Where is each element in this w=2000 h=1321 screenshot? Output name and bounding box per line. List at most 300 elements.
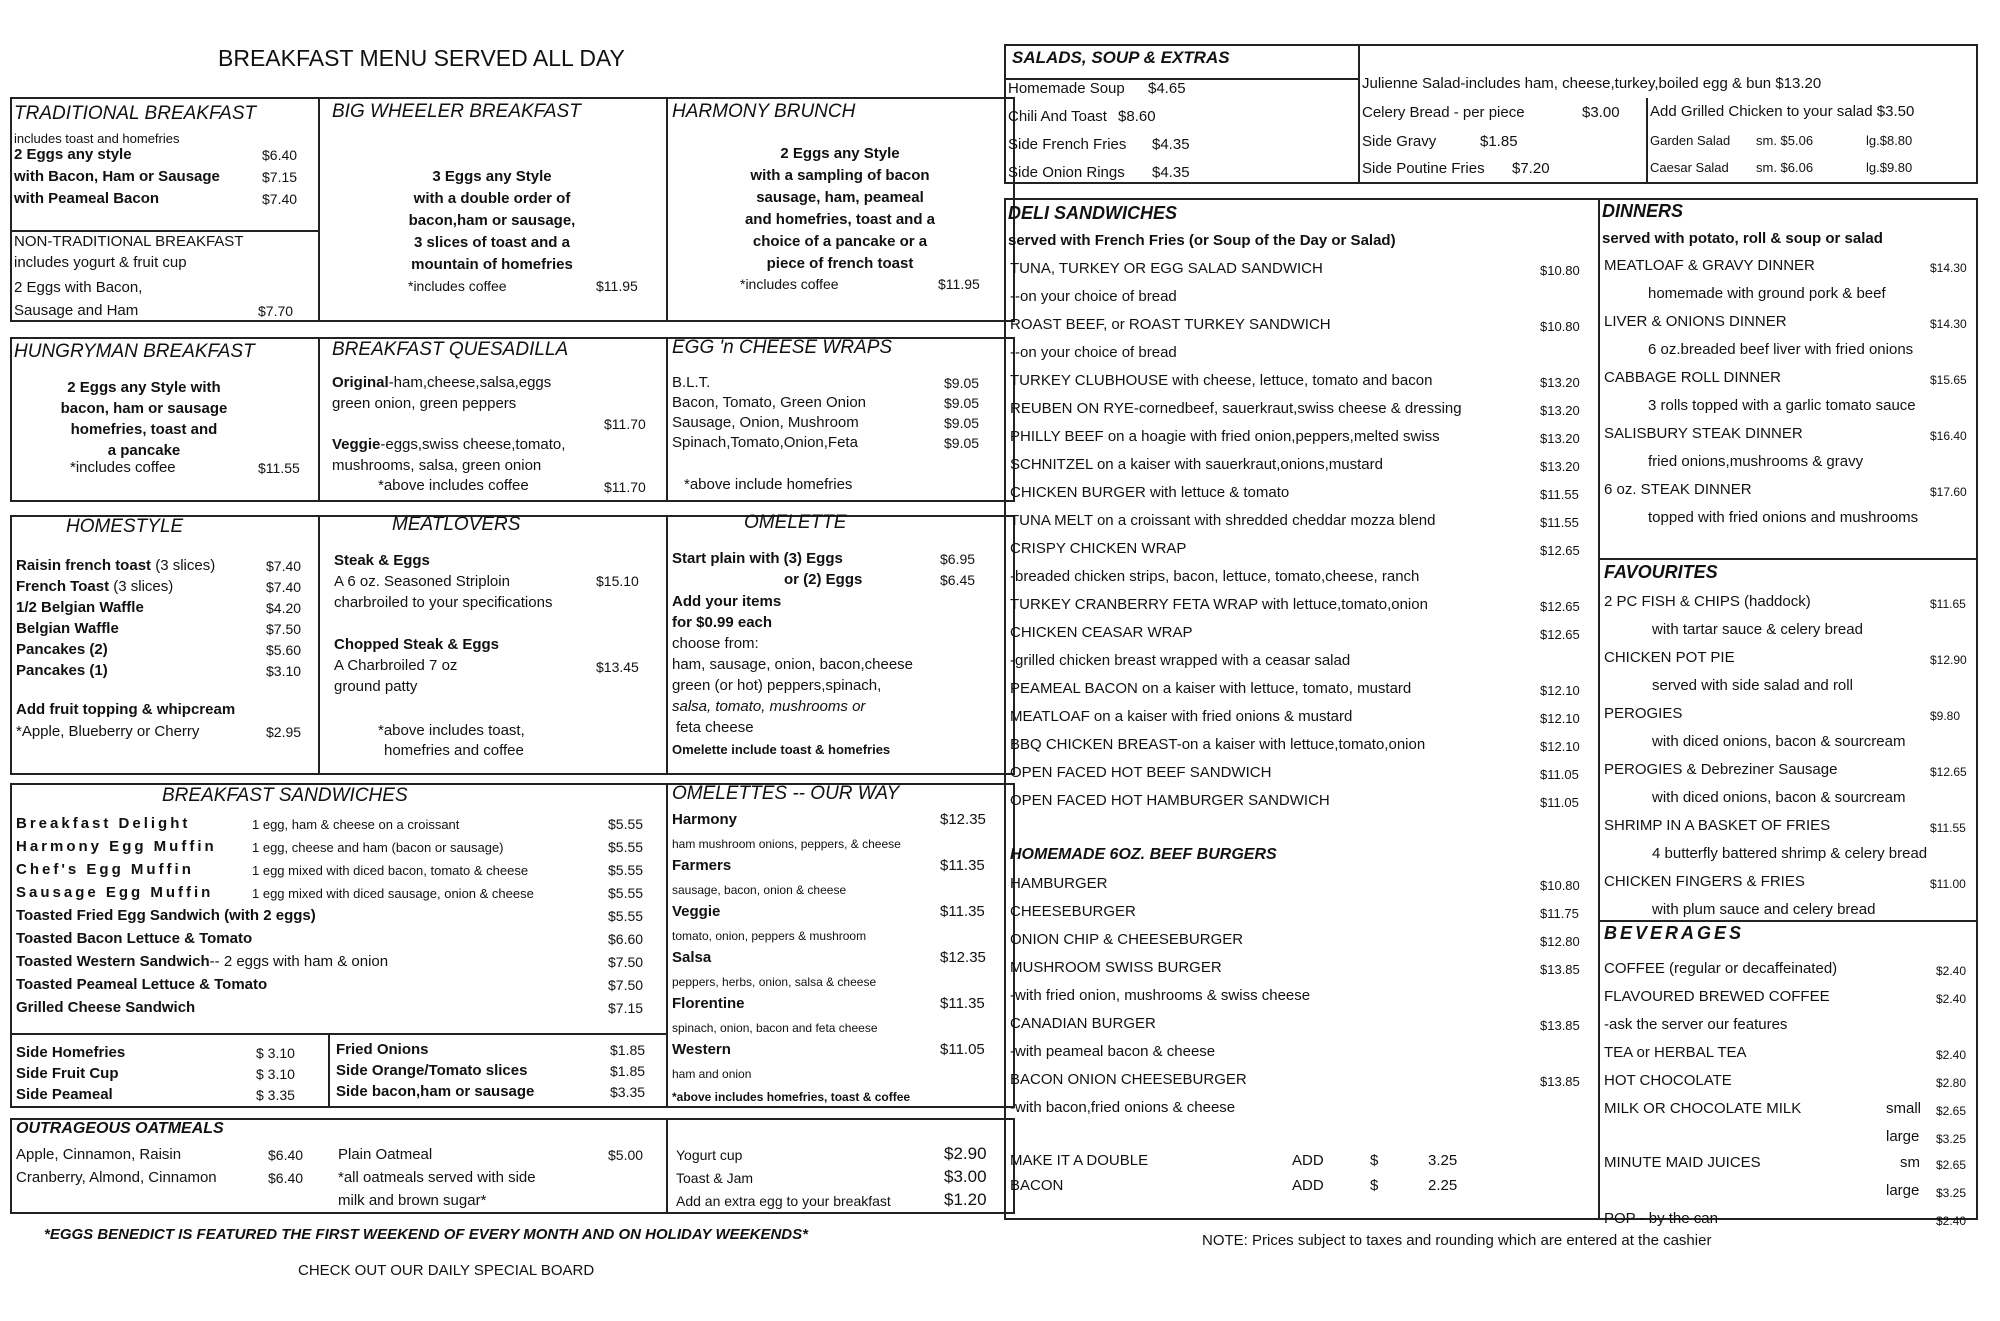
traditional-item: with Bacon, Ham or Sausage [14, 168, 220, 185]
side-item: Side bacon,ham or sausage [336, 1083, 535, 1100]
deli-item: TURKEY CRANBERRY FETA WRAP with lettuce,tomato,onion [1010, 596, 1428, 613]
oatmeals-title: OUTRAGEOUS OATMEALS [16, 1120, 224, 1137]
dinner-item: LIVER & ONIONS DINNER [1604, 313, 1787, 330]
beverage-item: TEA or HERBAL TEA [1604, 1044, 1747, 1061]
bigwheeler-price: $11.95 [596, 278, 638, 294]
burger-price: $13.85 [1540, 1074, 1580, 1089]
sandwich-item: Sausage Egg Muffin [16, 884, 214, 901]
deli-item: TUNA MELT on a croissant with shredded cheddar mozza blend [1010, 512, 1436, 529]
omelette-way-item: Veggie [672, 903, 721, 920]
beverage-price: $2.65 [1936, 1104, 1967, 1118]
sandwich-desc: 1 egg, ham & cheese on a croissant [252, 817, 460, 832]
quesadilla-price2: $11.70 [604, 479, 646, 495]
deli-price: $12.10 [1540, 711, 1580, 726]
favourite-item: 2 PC FISH & CHIPS (haddock) [1604, 593, 1811, 610]
omelette-way-item: Farmers [672, 857, 732, 874]
meatlovers-i2b: ground patty [334, 678, 418, 695]
meatlovers-note2: homefries and coffee [384, 742, 524, 759]
favourite-item: PEROGIES & Debreziner Sausage [1604, 761, 1838, 778]
side-gravy-price: $1.85 [1480, 133, 1518, 150]
omelette-p2: $6.45 [940, 572, 976, 588]
caesar-salad-sm: sm. $6.06 [1756, 160, 1814, 175]
omelette-way-desc: peppers, herbs, onion, salsa & cheese [672, 975, 877, 989]
julienne-salad: Julienne Salad-includes ham, cheese,turkey,boiled egg & bun $13.20 [1362, 75, 1822, 92]
burger-price: $10.80 [1540, 878, 1580, 893]
omelette-l9: feta cheese [676, 719, 754, 736]
wrap-item: Bacon, Tomato, Green Onion [672, 394, 867, 411]
omelette-way-desc: tomato, onion, peppers & mushroom [672, 929, 867, 943]
quesadilla-title: BREAKFAST QUESADILLA [332, 339, 569, 360]
sandwich-item: Toasted Western Sandwich-- 2 eggs with ham & onion [16, 953, 389, 970]
deli-item: --on your choice of bread [1010, 288, 1177, 305]
harmony-note: *includes coffee [740, 276, 839, 292]
omelette-p1: $6.95 [940, 551, 976, 567]
favourite-desc: with tartar sauce & celery bread [1652, 621, 1863, 638]
oatmeal-i2: Cranberry, Almond, Cinnamon [16, 1169, 217, 1186]
deli-price: $13.20 [1540, 459, 1580, 474]
dinner-desc: homemade with ground pork & beef [1648, 285, 1886, 302]
favourite-desc: 4 butterfly battered shrimp & celery bread [1652, 845, 1928, 862]
homestyle-title: HOMESTYLE [66, 516, 184, 537]
dinner-item: MEATLOAF & GRAVY DINNER [1604, 257, 1815, 274]
sandwich-desc: 1 egg mixed with diced sausage, onion & cheese [252, 886, 534, 901]
dinner-price: $14.30 [1930, 317, 1967, 331]
beverages-title: BEVERAGES [1604, 923, 1745, 943]
homestyle-item: Raisin french toast (3 slices) [16, 557, 216, 574]
salad-item: Chili And Toast [1008, 108, 1107, 125]
celery-bread-price: $3.00 [1582, 104, 1620, 121]
meatlovers-i1a: A 6 oz. Seasoned Striploin [334, 573, 510, 590]
hm-line: homefries, toast and [70, 421, 218, 438]
beverage-price: $3.25 [1936, 1132, 1967, 1146]
meatlovers-i2a: A Charbroiled 7 oz [334, 657, 458, 674]
favourite-item: CHICKEN FINGERS & FRIES [1604, 873, 1805, 890]
beverage-size: large [1886, 1128, 1920, 1145]
bacon-label: BACON [1010, 1177, 1064, 1194]
wraps-note: *above include homefries [684, 476, 853, 493]
sandwich-item: Toasted Fried Egg Sandwich (with 2 eggs) [16, 907, 316, 924]
deli-price: $11.05 [1540, 795, 1579, 810]
favourite-price: $12.90 [1930, 653, 1967, 667]
sandwich-price: $5.55 [608, 885, 644, 901]
omelette-way-price: $11.05 [940, 1041, 985, 1058]
quesadilla-note: *above includes coffee [378, 477, 529, 494]
salad-price: $4.65 [1148, 80, 1186, 97]
wrap-price: $9.05 [944, 415, 980, 431]
dinner-item: 6 oz. STEAK DINNER [1604, 481, 1752, 498]
dinner-price: $15.65 [1930, 373, 1967, 387]
beverage-item: POP - by the can [1604, 1210, 1718, 1227]
omelettes-way-title: OMELETTES -- OUR WAY [672, 783, 900, 804]
omelettes-way-note: *above includes homefries, toast & coffee [672, 1090, 911, 1104]
sandwich-item: Toasted Bacon Lettuce & Tomato [16, 930, 253, 947]
deli-item: -breaded chicken strips, bacon, lettuce, tomato,cheese, ranch [1010, 568, 1420, 585]
beverage-price: $2.80 [1936, 1076, 1967, 1090]
hb-line: with a sampling of bacon [750, 167, 930, 184]
sandwich-item: Toasted Peameal Lettuce & Tomato [16, 976, 268, 993]
side-item: Side Orange/Tomato slices [336, 1062, 528, 1079]
beverage-size: small [1886, 1100, 1922, 1117]
extra-item: Add an extra egg to your breakfast [676, 1193, 891, 1209]
side-price: $ 3.10 [256, 1045, 295, 1061]
double-label: MAKE IT A DOUBLE [1010, 1152, 1149, 1169]
burger-item: CANADIAN BURGER [1010, 1015, 1156, 1032]
sandwich-price: $5.55 [608, 862, 644, 878]
sandwich-price: $7.50 [608, 954, 644, 970]
homestyle-item: Belgian Waffle [16, 620, 119, 637]
quesadilla-veggie-2: mushrooms, salsa, green onion [332, 457, 542, 474]
omelette-l6: ham, sausage, onion, bacon,cheese [672, 656, 914, 673]
sandwich-desc: 1 egg mixed with diced bacon, tomato & cheese [252, 863, 529, 878]
side-item: Side Peameal [16, 1086, 113, 1103]
hungryman-note: *includes coffee [70, 459, 176, 476]
quesadilla-original: Original-ham,cheese,salsa,eggs [332, 374, 552, 391]
garden-salad-sm: sm. $5.06 [1756, 133, 1814, 148]
hb-line: and homefries, toast and a [744, 211, 936, 228]
hb-line: choice of a pancake or a [752, 233, 928, 250]
beverage-price: $2.40 [1936, 992, 1967, 1006]
deli-item: --on your choice of bread [1010, 344, 1177, 361]
homestyle-item: French Toast (3 slices) [16, 578, 174, 595]
deli-price: $13.20 [1540, 403, 1580, 418]
favourite-desc: with diced onions, bacon & sourcream [1652, 789, 1906, 806]
traditional-item-price: $6.40 [262, 147, 298, 163]
caesar-salad: Caesar Salad [1650, 160, 1729, 175]
nontrad-note: includes yogurt & fruit cup [14, 254, 187, 271]
wrap-price: $9.05 [944, 435, 980, 451]
dinner-price: $14.30 [1930, 261, 1967, 275]
traditional-item-price: $7.15 [262, 169, 298, 185]
dinner-price: $16.40 [1930, 429, 1967, 443]
homestyle-price: $7.50 [266, 621, 302, 637]
dinner-desc: 3 rolls topped with a garlic tomato sauce [1648, 397, 1916, 414]
traditional-item-price: $7.40 [262, 191, 298, 207]
sandwich-item: Breakfast Delight [16, 815, 191, 832]
beverage-item: FLAVOURED BREWED COFFEE [1604, 988, 1830, 1005]
wrap-item: Sausage, Onion, Mushroom [672, 414, 859, 431]
favourite-price: $11.65 [1930, 597, 1966, 611]
side-item: Fried Onions [336, 1041, 429, 1058]
harmony-price: $11.95 [938, 276, 980, 292]
side-poutine-price: $7.20 [1512, 160, 1550, 177]
extra-item: Toast & Jam [676, 1170, 754, 1186]
bw-line: with a double order of [413, 190, 571, 207]
deli-item: CRISPY CHICKEN WRAP [1010, 540, 1187, 557]
celery-bread: Celery Bread - per piece [1362, 104, 1525, 121]
dinner-desc: topped with fried onions and mushrooms [1648, 509, 1919, 526]
omelette-way-item: Western [672, 1041, 731, 1058]
traditional-item: 2 Eggs any style [14, 146, 132, 163]
deli-item: MEATLOAF on a kaiser with fried onions & mustard [1010, 708, 1353, 725]
dinner-desc: fried onions,mushrooms & gravy [1648, 453, 1864, 470]
sandwiches-title: BREAKFAST SANDWICHES [162, 785, 408, 806]
deli-price: $10.80 [1540, 263, 1580, 278]
homestyle-price: $7.40 [266, 558, 302, 574]
wrap-price: $9.05 [944, 375, 980, 391]
homestyle-item: 1/2 Belgian Waffle [16, 599, 144, 616]
burger-item: BACON ONION CHEESEBURGER [1010, 1071, 1247, 1088]
deli-item: OPEN FACED HOT BEEF SANDWICH [1010, 764, 1272, 781]
homestyle-topping-note: *Apple, Blueberry or Cherry [16, 723, 200, 740]
omelette-way-price: $11.35 [940, 857, 985, 874]
omelette-l10: Omelette include toast & homefries [672, 742, 891, 757]
favourite-price: $12.65 [1930, 765, 1967, 779]
favourite-price: $11.55 [1930, 821, 1966, 835]
salad-price: $4.35 [1152, 164, 1190, 181]
burgers-title: HOMEMADE 6OZ. BEEF BURGERS [1010, 846, 1277, 863]
omelette-l2: or (2) Eggs [784, 571, 863, 588]
caesar-salad-lg: lg.$9.80 [1866, 160, 1913, 175]
nontrad-line1: 2 Eggs with Bacon, [14, 279, 143, 296]
homestyle-price: $7.40 [266, 579, 302, 595]
extra-price: $3.00 [944, 1167, 987, 1186]
deli-price: $12.10 [1540, 683, 1580, 698]
bigwheeler-title: BIG WHEELER BREAKFAST [332, 101, 581, 122]
beverage-size: sm [1900, 1154, 1920, 1171]
homestyle-topping: Add fruit topping & whipcream [16, 701, 236, 718]
burger-item: ONION CHIP & CHEESEBURGER [1010, 931, 1244, 948]
hm-line: bacon, ham or sausage [60, 400, 228, 417]
beverage-price: $3.25 [1936, 1186, 1967, 1200]
beverage-size: large [1886, 1182, 1920, 1199]
deli-price: $13.20 [1540, 375, 1580, 390]
bacon-price: 2.25 [1428, 1177, 1458, 1194]
burger-price: $11.75 [1540, 906, 1579, 921]
favourite-item: CHICKEN POT PIE [1604, 649, 1735, 666]
salad-price: $4.35 [1152, 136, 1190, 153]
deli-price: $11.55 [1540, 515, 1579, 530]
omelette-way-price: $11.35 [940, 995, 985, 1012]
omelette-l8: salsa, tomato, mushrooms or [672, 698, 866, 715]
omelette-way-desc: ham mushroom onions, peppers, & cheese [672, 837, 901, 851]
dinner-item: SALISBURY STEAK DINNER [1604, 425, 1803, 442]
burger-price: $13.85 [1540, 962, 1580, 977]
bw-line: bacon,ham or sausage, [408, 212, 576, 229]
traditional-note: includes toast and homefries [14, 131, 180, 146]
deli-price: $11.55 [1540, 487, 1579, 502]
wraps-title: EGG 'n CHEESE WRAPS [672, 337, 893, 358]
meatlovers-note1: *above includes toast, [378, 722, 525, 739]
omelette-way-price: $11.35 [940, 903, 985, 920]
deli-item: CHICKEN BURGER with lettuce & tomato [1010, 484, 1290, 501]
burger-item: CHEESEBURGER [1010, 903, 1136, 920]
bw-line: 3 Eggs any Style [432, 168, 552, 185]
hungryman-price: $11.55 [258, 460, 300, 476]
garden-salad: Garden Salad [1650, 133, 1731, 148]
oatmeal-note2: milk and brown sugar* [338, 1192, 487, 1209]
omelette-title: OMELETTE [744, 512, 847, 533]
bw-line: mountain of homefries [411, 256, 573, 273]
deli-item: TUNA, TURKEY OR EGG SALAD SANDWICH [1010, 260, 1323, 277]
oatmeal-i1: Apple, Cinnamon, Raisin [16, 1146, 182, 1163]
quesadilla-original-2: green onion, green peppers [332, 395, 517, 412]
sandwich-price: $6.60 [608, 931, 644, 947]
hungryman-title: HUNGRYMAN BREAKFAST [14, 341, 255, 362]
deli-sub: served with French Fries (or Soup of the Day or Salad) [1008, 232, 1396, 249]
omelette-l5: choose from: [672, 635, 759, 652]
bacon-add: ADD [1292, 1177, 1324, 1194]
burger-item: -with peameal bacon & cheese [1010, 1043, 1216, 1060]
hb-line: 2 Eggs any Style [780, 145, 900, 162]
price-note: NOTE: Prices subject to taxes and rounding which are entered at the cashier [1202, 1232, 1712, 1249]
hm-line: a pancake [107, 442, 181, 459]
side-price: $1.85 [610, 1063, 646, 1079]
double-add: ADD [1292, 1152, 1324, 1169]
meatlovers-p1: $15.10 [596, 573, 639, 589]
burger-item: MUSHROOM SWISS BURGER [1010, 959, 1222, 976]
side-price: $1.85 [610, 1042, 646, 1058]
beverage-item: MINUTE MAID JUICES [1604, 1154, 1761, 1171]
deli-item: SCHNITZEL on a kaiser with sauerkraut,onions,mustard [1010, 456, 1383, 473]
nontrad-price: $7.70 [258, 303, 294, 319]
deli-price: $10.80 [1540, 319, 1580, 334]
side-poutine: Side Poutine Fries [1362, 160, 1485, 177]
dinner-desc: 6 oz.breaded beef liver with fried onions [1648, 341, 1914, 358]
favourite-price: $11.00 [1930, 877, 1966, 891]
sandwich-item: Grilled Cheese Sandwich [16, 999, 196, 1016]
sandwich-price: $5.55 [608, 839, 644, 855]
favourite-item: PEROGIES [1604, 705, 1683, 722]
oatmeal-plain: Plain Oatmeal [338, 1146, 433, 1163]
dinners-sub: served with potato, roll & soup or salad [1602, 230, 1883, 247]
homestyle-price: $4.20 [266, 600, 302, 616]
side-price: $ 3.10 [256, 1066, 295, 1082]
beverage-item: MILK OR CHOCOLATE MILK [1604, 1100, 1802, 1117]
benedict-note: *EGGS BENEDICT IS FEATURED THE FIRST WEEKEND OF EVERY MONTH AND ON HOLIDAY WEEKENDS* [44, 1226, 808, 1243]
omelette-way-item: Harmony [672, 811, 738, 828]
harmony-title: HARMONY BRUNCH [672, 101, 856, 122]
deli-item: PHILLY BEEF on a hoagie with fried onion,peppers,melted swiss [1010, 428, 1440, 445]
homestyle-topping-price: $2.95 [266, 724, 302, 740]
omelette-l3: Add your items [672, 593, 782, 610]
double-price: 3.25 [1428, 1152, 1458, 1169]
page-title: BREAKFAST MENU SERVED ALL DAY [218, 45, 625, 71]
garden-salad-lg: lg.$8.80 [1866, 133, 1913, 148]
favourites-title: FAVOURITES [1604, 562, 1718, 582]
meatlovers-i1b: charbroiled to your specifications [334, 594, 553, 611]
double-dollar: $ [1370, 1152, 1379, 1169]
homestyle-item: Pancakes (1) [16, 662, 108, 679]
hb-line: piece of french toast [766, 255, 914, 272]
favourite-desc: served with side salad and roll [1652, 677, 1853, 694]
beverage-price: $2.40 [1936, 964, 1967, 978]
meatlovers-p2: $13.45 [596, 659, 639, 675]
chicken-add: Add Grilled Chicken to your salad $3.50 [1650, 103, 1915, 120]
favourite-price: $9.80 [1930, 709, 1961, 723]
deli-item: REUBEN ON RYE-cornedbeef, sauerkraut,swiss cheese & dressing [1010, 400, 1462, 417]
beverage-item: -ask the server our features [1604, 1016, 1788, 1033]
homestyle-price: $5.60 [266, 642, 302, 658]
meatlovers-title: MEATLOVERS [392, 514, 521, 535]
hb-line: sausage, ham, peameal [756, 189, 924, 206]
omelette-l4: for $0.99 each [672, 614, 773, 631]
bacon-dollar: $ [1370, 1177, 1379, 1194]
beverage-price: $2.40 [1936, 1048, 1967, 1062]
sandwich-price: $5.55 [608, 908, 644, 924]
extra-price: $2.90 [944, 1144, 987, 1163]
oatmeal-p1: $6.40 [268, 1147, 304, 1163]
deli-item: CHICKEN CEASAR WRAP [1010, 624, 1193, 641]
side-item: Side Fruit Cup [16, 1065, 119, 1082]
burger-item: -with bacon,fried onions & cheese [1010, 1099, 1236, 1116]
deli-price: $12.10 [1540, 739, 1580, 754]
deli-item: -grilled chicken breast wrapped with a ceasar salad [1010, 652, 1351, 669]
salad-item: Side French Fries [1008, 136, 1127, 153]
deli-item: TURKEY CLUBHOUSE with cheese, lettuce, tomato and bacon [1010, 372, 1433, 389]
deli-item: ROAST BEEF, or ROAST TURKEY SANDWICH [1010, 316, 1331, 333]
homestyle-item: Pancakes (2) [16, 641, 108, 658]
omelette-way-desc: sausage, bacon, onion & cheese [672, 883, 847, 897]
favourite-desc: with plum sauce and celery bread [1652, 901, 1876, 918]
beverage-price: $2.65 [1936, 1158, 1967, 1172]
special-board-note: CHECK OUT OUR DAILY SPECIAL BOARD [298, 1262, 595, 1279]
side-gravy: Side Gravy [1362, 133, 1437, 150]
oatmeal-note1: *all oatmeals served with side [338, 1169, 536, 1186]
burger-item: HAMBURGER [1010, 875, 1108, 892]
sandwich-desc: 1 egg, cheese and ham (bacon or sausage) [252, 840, 504, 855]
bw-line: 3 slices of toast and a [414, 234, 570, 251]
bigwheeler-note: *includes coffee [408, 278, 507, 294]
oatmeal-p2: $6.40 [268, 1170, 304, 1186]
deli-price: $11.05 [1540, 767, 1579, 782]
side-price: $3.35 [610, 1084, 646, 1100]
deli-item: OPEN FACED HOT HAMBURGER SANDWICH [1010, 792, 1330, 809]
deli-price: $12.65 [1540, 599, 1580, 614]
deli-item: BBQ CHICKEN BREAST-on a kaiser with lettuce,tomato,onion [1010, 736, 1426, 753]
burger-price: $12.80 [1540, 934, 1580, 949]
omelette-way-desc: spinach, onion, bacon and feta cheese [672, 1021, 878, 1035]
burger-price: $13.85 [1540, 1018, 1580, 1033]
omelette-way-price: $12.35 [940, 949, 986, 966]
nontrad-line2: Sausage and Ham [14, 302, 139, 319]
sandwich-item: Harmony Egg Muffin [16, 838, 217, 855]
extra-price: $1.20 [944, 1190, 987, 1209]
deli-title: DELI SANDWICHES [1008, 203, 1178, 223]
dinner-price: $17.60 [1930, 485, 1967, 499]
beverage-item: HOT CHOCOLATE [1604, 1072, 1732, 1089]
favourite-item: SHRIMP IN A BASKET OF FRIES [1604, 817, 1831, 834]
omelette-l1: Start plain with (3) Eggs [672, 550, 843, 567]
dinner-item: CABBAGE ROLL DINNER [1604, 369, 1781, 386]
omelette-way-desc: ham and onion [672, 1067, 752, 1081]
salad-price: $8.60 [1118, 108, 1156, 125]
quesadilla-veggie: Veggie-eggs,swiss cheese,tomato, [332, 436, 566, 453]
hm-line: 2 Eggs any Style with [67, 379, 221, 396]
omelette-way-price: $12.35 [940, 811, 986, 828]
favourite-desc: with diced onions, bacon & sourcream [1652, 733, 1906, 750]
side-price: $ 3.35 [256, 1087, 295, 1103]
sandwich-price: $7.15 [608, 1000, 644, 1016]
traditional-item: with Peameal Bacon [14, 190, 160, 207]
side-item: Side Homefries [16, 1044, 126, 1061]
meatlovers-i2: Chopped Steak & Eggs [334, 636, 500, 653]
salad-item: Homemade Soup [1008, 80, 1125, 97]
deli-price: $12.65 [1540, 627, 1580, 642]
deli-price: $13.20 [1540, 431, 1580, 446]
meatlovers-i1: Steak & Eggs [334, 552, 430, 569]
beverage-item: COFFEE (regular or decaffeinated) [1604, 960, 1838, 977]
dinners-title: DINNERS [1602, 201, 1684, 221]
burger-item: -with fried onion, mushrooms & swiss cheese [1010, 987, 1311, 1004]
extra-item: Yogurt cup [676, 1147, 743, 1163]
homestyle-price: $3.10 [266, 663, 302, 679]
traditional-title: TRADITIONAL BREAKFAST [14, 103, 257, 124]
nontrad-title: NON-TRADITIONAL BREAKFAST [14, 233, 244, 250]
salads-title: SALADS, SOUP & EXTRAS [1012, 48, 1230, 67]
omelette-way-item: Florentine [672, 995, 745, 1012]
wrap-price: $9.05 [944, 395, 980, 411]
omelette-way-item: Salsa [672, 949, 712, 966]
